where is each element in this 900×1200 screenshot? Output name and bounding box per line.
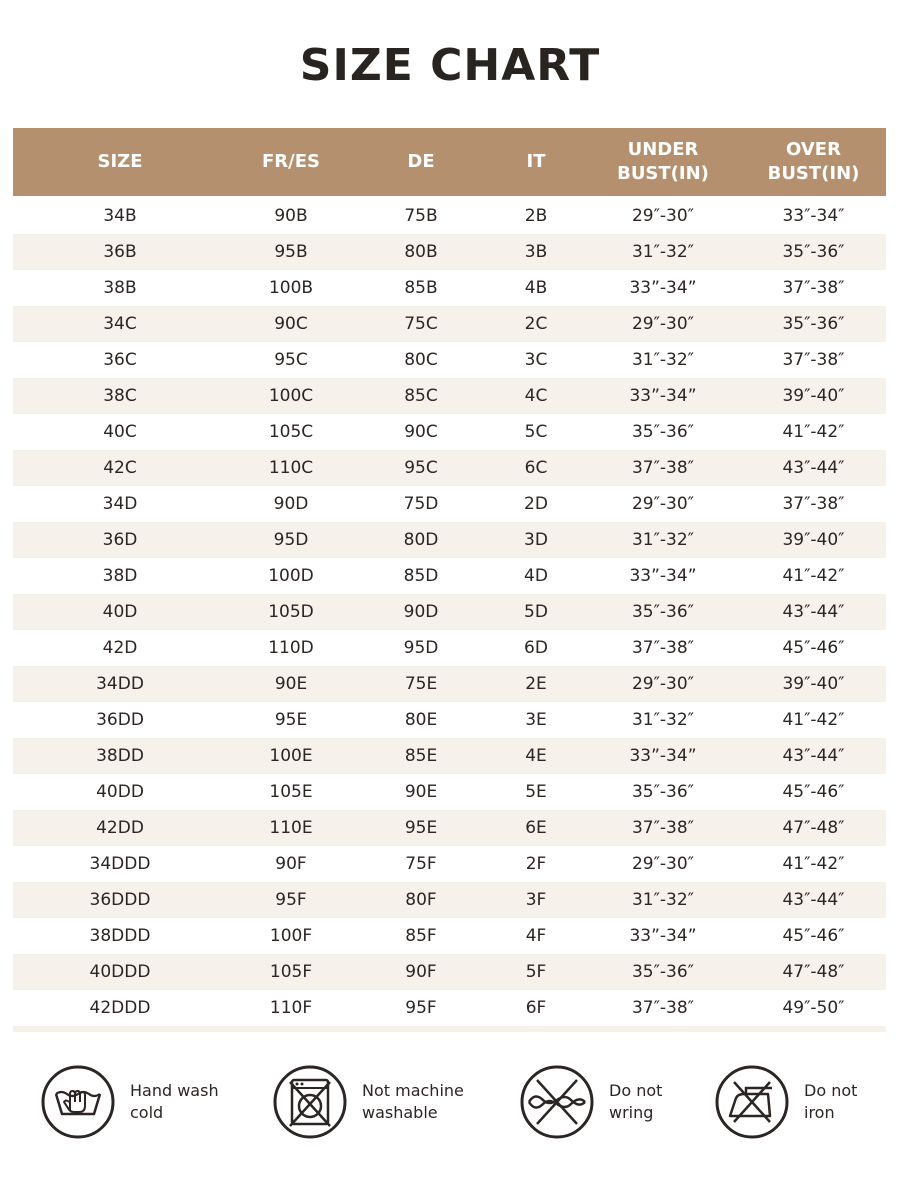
cell-size: 40DDD: [89, 962, 151, 982]
table-row: [13, 306, 886, 342]
cell-fr-es: 95C: [274, 350, 308, 370]
cell-over-bust: 45″-46″: [782, 782, 845, 802]
cell-over-bust: 45″-46″: [782, 638, 845, 658]
cell-size: 40C: [103, 422, 137, 442]
cell-de: 80B: [404, 242, 438, 262]
cell-it: 3C: [524, 350, 548, 370]
cell-fr-es: 90F: [275, 854, 307, 874]
cell-under-bust: 31″-32″: [631, 710, 695, 730]
table-row: [13, 846, 886, 882]
cell-over-bust: 33″-34″: [782, 206, 845, 226]
cell-over-bust: 37″-38″: [782, 350, 845, 370]
cell-it: 5D: [524, 602, 548, 622]
table-header: [13, 128, 886, 196]
table-row: [13, 738, 886, 774]
table-row: [13, 630, 886, 666]
cell-fr-es: 95F: [275, 890, 307, 910]
cell-over-bust: 41″-42″: [782, 710, 845, 730]
cell-under-bust: 35″-36″: [631, 602, 695, 622]
cell-over-bust: 39″-40″: [782, 530, 845, 550]
cell-under-bust: 33”-34”: [629, 566, 697, 586]
no-wring-icon: [519, 1064, 595, 1140]
cell-de: 80D: [403, 530, 439, 550]
care-item-no-iron: [714, 1064, 900, 1140]
cell-size: 34B: [103, 206, 137, 226]
cell-it: 3F: [525, 890, 547, 910]
cell-size: 36D: [102, 530, 138, 550]
cell-de: 85B: [404, 278, 438, 298]
cell-under-bust: 29″-30″: [631, 206, 695, 226]
table-row: [13, 378, 886, 414]
table-row: [13, 810, 886, 846]
cell-over-bust: 39″-40″: [782, 674, 845, 694]
header-it: IT: [526, 151, 546, 172]
cell-it: 2F: [525, 854, 547, 874]
table-row: [13, 270, 886, 306]
cell-size: 38DD: [96, 746, 144, 766]
cell-under-bust: 35″-36″: [631, 782, 695, 802]
cell-it: 4E: [525, 746, 547, 766]
cell-under-bust: 31″-32″: [631, 530, 695, 550]
cell-over-bust: 35″-36″: [782, 242, 845, 262]
cell-fr-es: 95B: [274, 242, 308, 262]
cell-under-bust: 33”-34”: [629, 386, 697, 406]
cell-under-bust: 31″-32″: [631, 350, 695, 370]
cell-size: 36B: [103, 242, 137, 262]
cell-fr-es: 110C: [268, 458, 314, 478]
care-item-no-wring: [519, 1064, 719, 1140]
cell-size: 34DDD: [89, 854, 151, 874]
cell-size: 38DDD: [89, 926, 151, 946]
cell-under-bust: 29″-30″: [631, 314, 695, 334]
cell-it: 6C: [524, 458, 548, 478]
cell-fr-es: 105E: [269, 782, 313, 802]
table-row: [13, 918, 886, 954]
cell-over-bust: 39″-40″: [782, 386, 845, 406]
header-under-bust: UNDER BUST(IN): [617, 139, 709, 184]
cell-fr-es: 95E: [274, 710, 308, 730]
table-row: [13, 954, 886, 990]
cell-it: 3D: [524, 530, 548, 550]
cell-fr-es: 90E: [274, 674, 308, 694]
cell-it: 4B: [524, 278, 548, 298]
cell-fr-es: 110D: [268, 638, 314, 658]
cell-under-bust: 33”-34”: [629, 746, 697, 766]
cell-size: 34C: [103, 314, 137, 334]
cell-size: 40D: [102, 602, 138, 622]
cell-size: 34DD: [96, 674, 144, 694]
cell-over-bust: 43″-44″: [782, 602, 845, 622]
table-row: [13, 522, 886, 558]
cell-de: 85D: [403, 566, 439, 586]
cell-fr-es: 105D: [268, 602, 314, 622]
table-row: [13, 414, 886, 450]
cell-it: 4F: [525, 926, 547, 946]
header-fr-es: FR/ES: [262, 151, 320, 172]
cell-de: 95D: [403, 638, 439, 658]
cell-de: 85E: [404, 746, 438, 766]
cell-de: 80E: [404, 710, 438, 730]
cell-size: 38C: [103, 386, 137, 406]
cell-de: 75F: [405, 854, 437, 874]
size-table: [13, 128, 886, 1032]
care-item-hand-wash: [40, 1064, 240, 1140]
cell-it: 5C: [524, 422, 548, 442]
header-de: DE: [407, 151, 435, 172]
cell-under-bust: 37″-38″: [631, 458, 695, 478]
table-row: [13, 558, 886, 594]
cell-de: 85C: [404, 386, 438, 406]
cell-fr-es: 100D: [268, 566, 314, 586]
cell-fr-es: 100F: [269, 926, 313, 946]
cell-de: 75D: [403, 494, 439, 514]
cell-under-bust: 35″-36″: [631, 422, 695, 442]
cell-size: 42DD: [96, 818, 144, 838]
cell-under-bust: 37″-38″: [631, 818, 695, 838]
cell-it: 3B: [524, 242, 548, 262]
cell-de: 90D: [403, 602, 439, 622]
care-item-no-machine-wash: [272, 1064, 472, 1140]
cell-fr-es: 90D: [273, 494, 309, 514]
cell-de: 75E: [404, 674, 438, 694]
cell-it: 6F: [525, 998, 547, 1018]
care-label-no-wring: Do not wring: [609, 1081, 663, 1122]
cell-over-bust: 43″-44″: [782, 746, 845, 766]
cell-under-bust: 31″-32″: [631, 890, 695, 910]
care-instructions: [0, 1064, 900, 1154]
cell-under-bust: 29″-30″: [631, 494, 695, 514]
cell-it: 2B: [524, 206, 548, 226]
cell-under-bust: 29″-30″: [631, 854, 695, 874]
cell-it: 3E: [525, 710, 547, 730]
cell-under-bust: 29″-30″: [631, 674, 695, 694]
no-iron-icon: [714, 1064, 790, 1140]
cell-under-bust: 31″-32″: [631, 242, 695, 262]
table-body: [13, 196, 886, 1026]
cell-fr-es: 110F: [269, 998, 313, 1018]
cell-fr-es: 110E: [269, 818, 313, 838]
hand-wash-icon: [40, 1064, 116, 1140]
cell-fr-es: 100B: [268, 278, 314, 298]
cell-over-bust: 45″-46″: [782, 926, 845, 946]
page-title: SIZE CHART: [299, 40, 601, 91]
table-row: [13, 486, 886, 522]
cell-de: 85F: [405, 926, 437, 946]
cell-de: 80F: [405, 890, 437, 910]
cell-fr-es: 95D: [273, 530, 309, 550]
cell-over-bust: 43″-44″: [782, 890, 845, 910]
cell-over-bust: 35″-36″: [782, 314, 845, 334]
no-machine-wash-icon: [272, 1064, 348, 1140]
cell-de: 90E: [404, 782, 438, 802]
cell-size: 42C: [103, 458, 137, 478]
cell-under-bust: 35″-36″: [631, 962, 695, 982]
cell-fr-es: 105F: [269, 962, 313, 982]
cell-it: 2C: [524, 314, 548, 334]
cell-de: 75C: [404, 314, 438, 334]
cell-de: 75B: [404, 206, 438, 226]
cell-fr-es: 90C: [274, 314, 308, 334]
cell-over-bust: 49″-50″: [782, 998, 845, 1018]
care-label-hand-wash: Hand wash cold: [130, 1081, 219, 1122]
cell-over-bust: 37″-38″: [782, 278, 845, 298]
cell-size: 42DDD: [89, 998, 151, 1018]
cell-over-bust: 43″-44″: [782, 458, 845, 478]
table-row: [13, 702, 886, 738]
cell-it: 6E: [525, 818, 547, 838]
header-size: SIZE: [97, 151, 143, 172]
cell-over-bust: 47″-48″: [782, 962, 845, 982]
cell-fr-es: 100E: [269, 746, 313, 766]
cell-fr-es: 90B: [274, 206, 308, 226]
care-label-no-machine-wash: Not machine washable: [362, 1081, 464, 1122]
cell-de: 95E: [404, 818, 438, 838]
cell-de: 80C: [404, 350, 438, 370]
cell-it: 5E: [525, 782, 547, 802]
cell-de: 90C: [404, 422, 438, 442]
cell-it: 2D: [524, 494, 548, 514]
cell-de: 95C: [404, 458, 438, 478]
cell-size: 36C: [103, 350, 137, 370]
table-row: [13, 198, 886, 234]
cell-it: 4D: [524, 566, 548, 586]
cell-it: 4C: [524, 386, 548, 406]
table-row: [13, 666, 886, 702]
cell-size: 36DDD: [89, 890, 151, 910]
cell-over-bust: 41″-42″: [782, 422, 845, 442]
cell-under-bust: 33”-34”: [629, 926, 697, 946]
cell-de: 90F: [405, 962, 437, 982]
header-over-bust: OVER BUST(IN): [767, 139, 860, 184]
cell-under-bust: 37″-38″: [631, 638, 695, 658]
table-row: [13, 342, 886, 378]
cell-size: 34D: [102, 494, 138, 514]
cell-over-bust: 41″-42″: [782, 854, 845, 874]
table-row: [13, 594, 886, 630]
table-row: [13, 234, 886, 270]
cell-de: 95F: [405, 998, 437, 1018]
table-row: [13, 990, 886, 1026]
cell-under-bust: 33”-34”: [629, 278, 697, 298]
cell-it: 5F: [525, 962, 547, 982]
table-row: [13, 450, 886, 486]
cell-over-bust: 41″-42″: [782, 566, 845, 586]
table-row: [13, 774, 886, 810]
cell-size: 36DD: [96, 710, 144, 730]
cell-size: 42D: [102, 638, 138, 658]
cell-fr-es: 105C: [268, 422, 314, 442]
table-bottom-band: [13, 1026, 886, 1032]
cell-size: 40DD: [96, 782, 144, 802]
cell-under-bust: 37″-38″: [631, 998, 695, 1018]
cell-fr-es: 100C: [268, 386, 314, 406]
cell-size: 38D: [102, 566, 138, 586]
care-label-no-iron: Do not iron: [804, 1081, 858, 1122]
cell-it: 2E: [525, 674, 547, 694]
cell-it: 6D: [524, 638, 548, 658]
table-row: [13, 882, 886, 918]
cell-size: 38B: [103, 278, 137, 298]
cell-over-bust: 37″-38″: [782, 494, 845, 514]
cell-over-bust: 47″-48″: [782, 818, 845, 838]
